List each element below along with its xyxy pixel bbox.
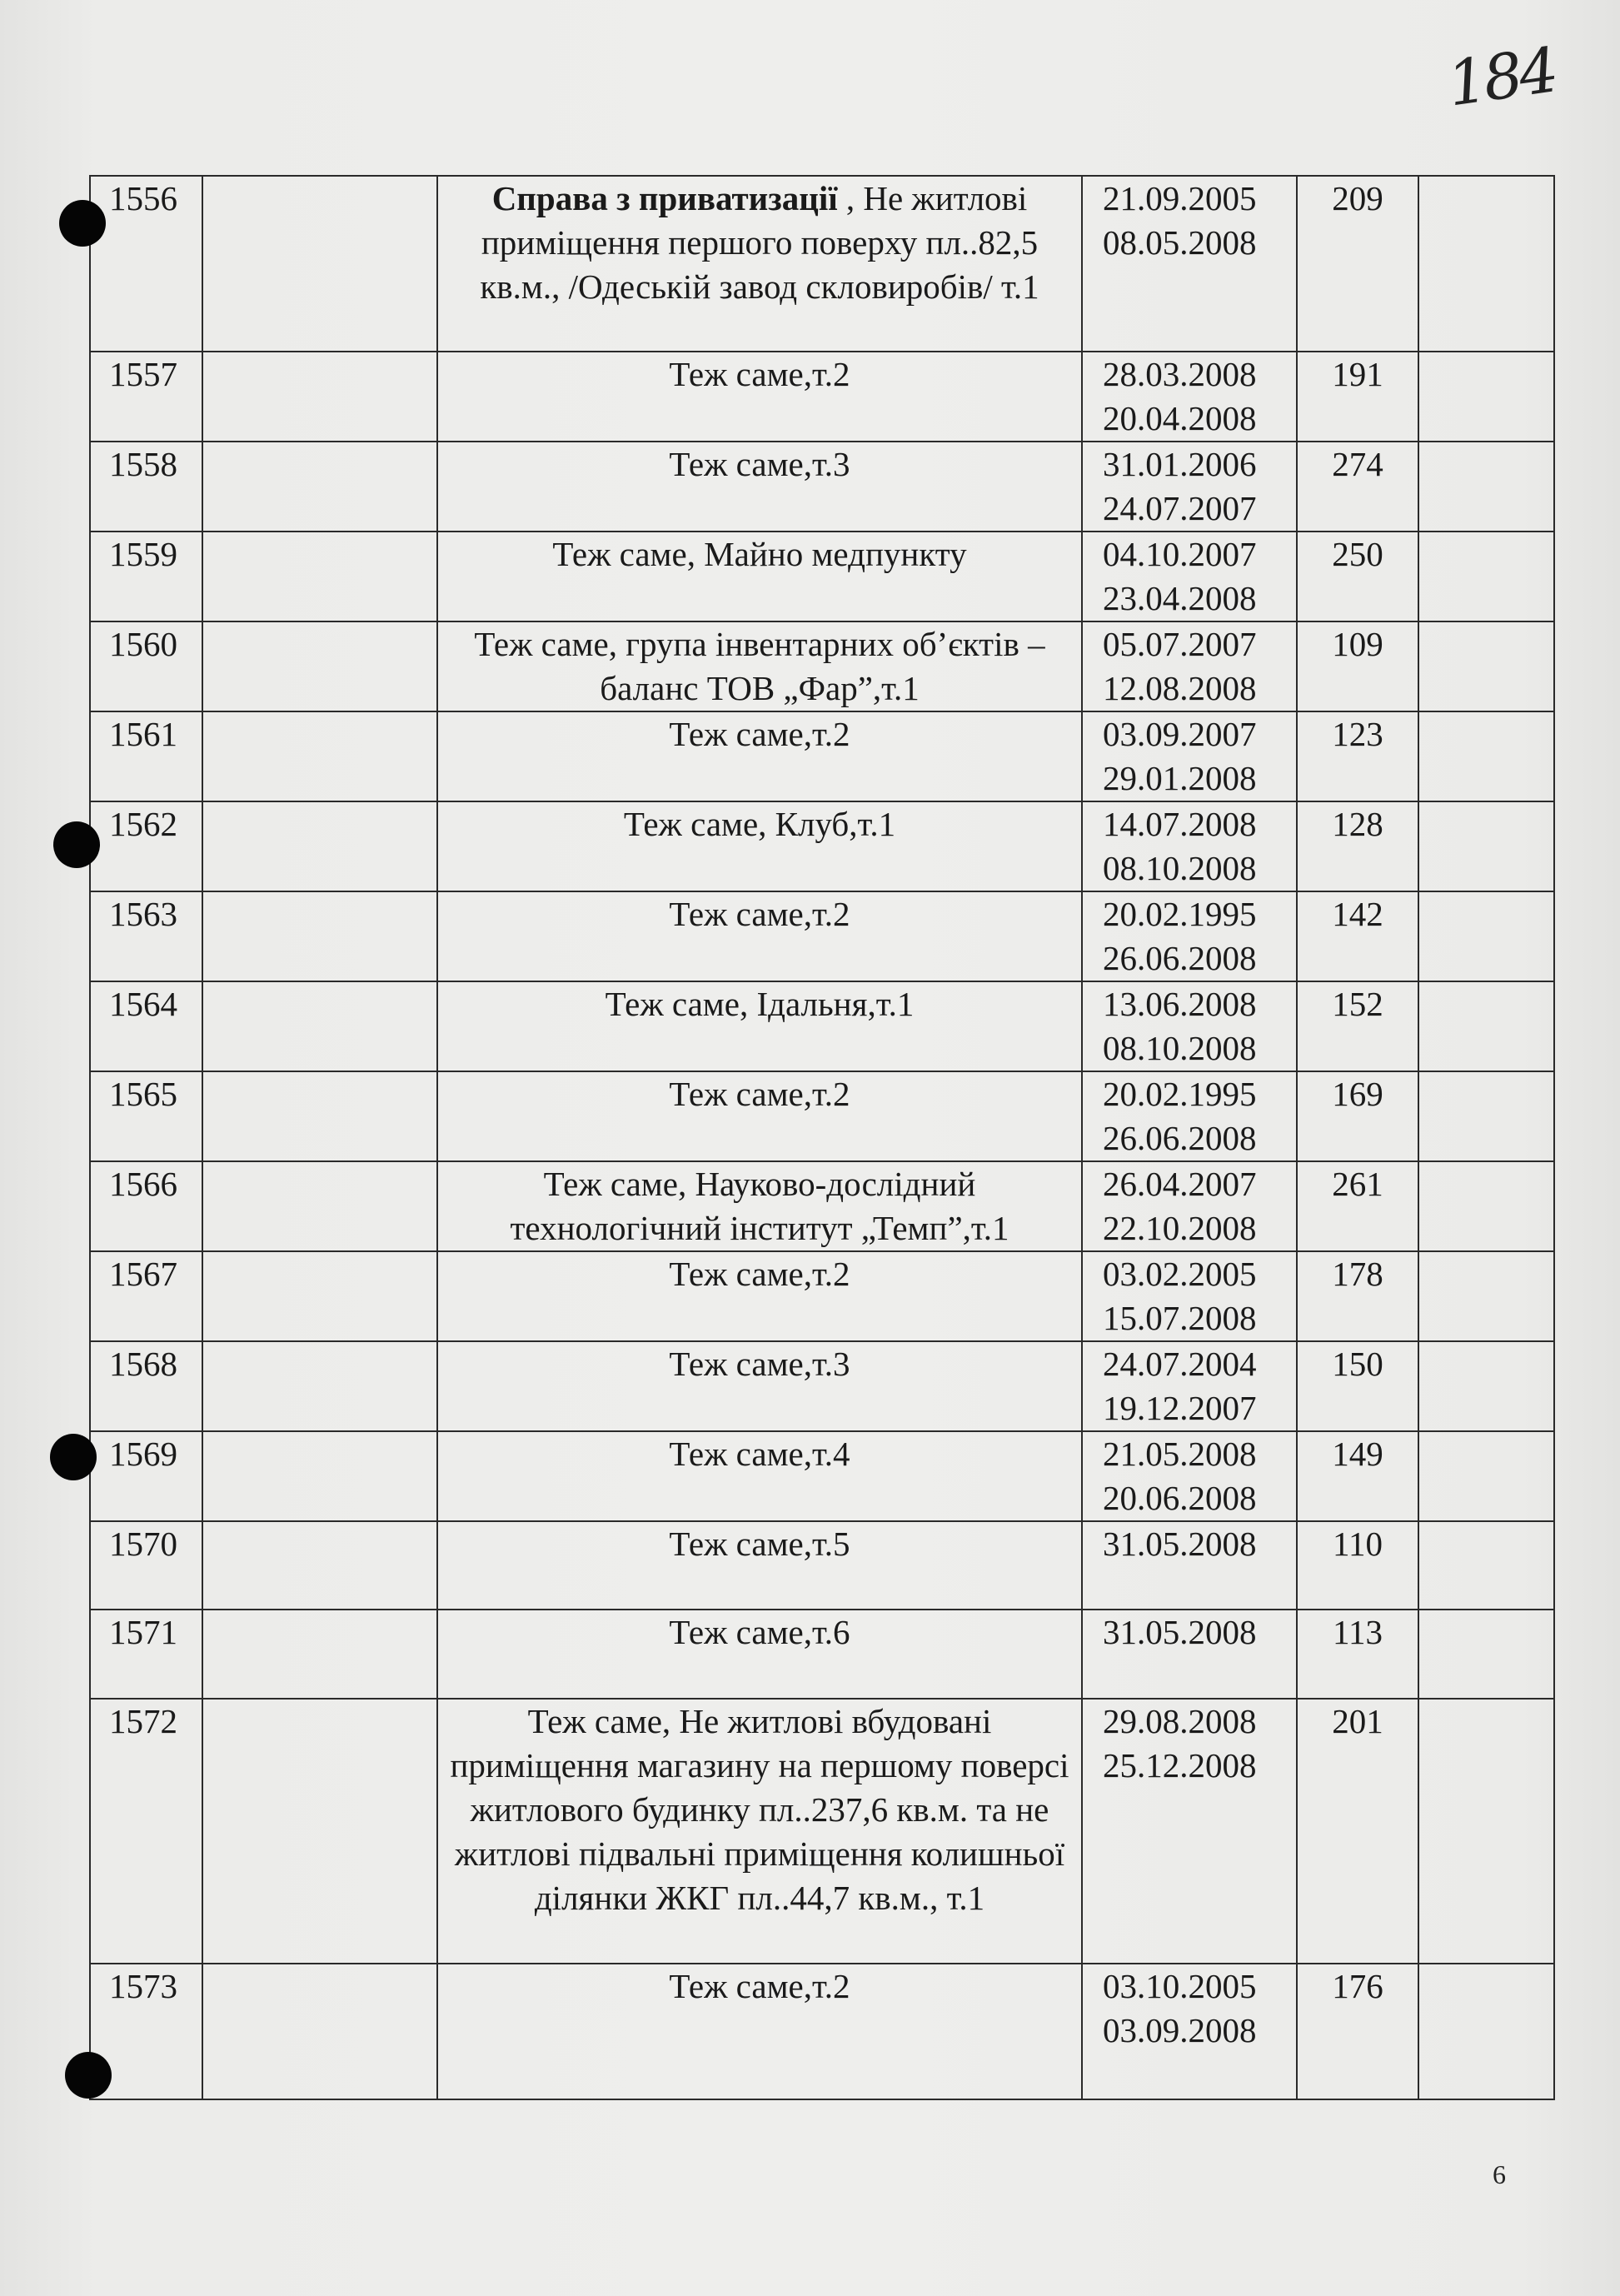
record-number: 1558 xyxy=(109,445,177,483)
date-end: 12.08.2008 xyxy=(1103,669,1257,707)
table-row xyxy=(90,711,1554,801)
record-title: Теж саме,т.2 xyxy=(669,895,850,933)
record-number: 1560 xyxy=(109,625,177,663)
notes-cell xyxy=(1418,442,1554,532)
date-range-cell xyxy=(1082,891,1297,981)
index-cell xyxy=(202,1071,437,1161)
date-start: 13.06.2008 xyxy=(1103,985,1257,1023)
table-row xyxy=(90,621,1554,711)
record-number-cell xyxy=(90,621,202,711)
record-number-cell xyxy=(90,1251,202,1341)
date-range-cell xyxy=(1082,442,1297,532)
record-title: Теж саме,т.6 xyxy=(669,1613,850,1651)
record-title: Теж саме,т.3 xyxy=(669,445,850,483)
page-count-cell xyxy=(1297,532,1418,621)
date-range-cell xyxy=(1082,176,1297,352)
page-count: 123 xyxy=(1332,715,1383,753)
notes-cell xyxy=(1418,176,1554,352)
date-start: 31.01.2006 xyxy=(1103,445,1257,483)
handwritten-page-number: 184 xyxy=(1443,34,1560,121)
record-title-cell xyxy=(437,532,1082,621)
page-count-cell xyxy=(1297,1161,1418,1251)
page-count: 128 xyxy=(1332,805,1383,843)
page-count: 274 xyxy=(1332,445,1383,483)
index-cell xyxy=(202,1341,437,1431)
date-range-cell xyxy=(1082,532,1297,621)
table-body xyxy=(90,176,1554,2099)
notes-cell xyxy=(1418,532,1554,621)
index-cell xyxy=(202,1251,437,1341)
record-title-cell xyxy=(437,352,1082,442)
record-number-cell xyxy=(90,981,202,1071)
date-end: 26.06.2008 xyxy=(1103,1119,1257,1157)
record-title-cell xyxy=(437,711,1082,801)
notes-cell xyxy=(1418,1521,1554,1610)
record-number-cell xyxy=(90,176,202,352)
page-count-cell xyxy=(1297,176,1418,352)
record-number: 1563 xyxy=(109,895,177,933)
index-cell xyxy=(202,176,437,352)
page-count-cell xyxy=(1297,1071,1418,1161)
date-range-cell xyxy=(1082,1699,1297,1964)
date-end: 20.04.2008 xyxy=(1103,399,1257,437)
table-row xyxy=(90,891,1554,981)
date-range-cell xyxy=(1082,1251,1297,1341)
record-title: Теж саме, Ідальня,т.1 xyxy=(605,985,915,1023)
table-row xyxy=(90,1161,1554,1251)
notes-cell xyxy=(1418,1431,1554,1521)
notes-cell xyxy=(1418,1161,1554,1251)
record-title: Теж саме,т.2 xyxy=(669,1967,850,2005)
notes-cell xyxy=(1418,981,1554,1071)
page-count-cell xyxy=(1297,711,1418,801)
record-title: Теж саме, Науково-дослідний технологічний інститут „Темп”,т.1 xyxy=(510,1165,1009,1247)
table-row xyxy=(90,1964,1554,2099)
date-start: 04.10.2007 xyxy=(1103,535,1257,573)
date-start: 21.09.2005 xyxy=(1103,179,1257,217)
record-number-cell xyxy=(90,1071,202,1161)
page-count: 261 xyxy=(1332,1165,1383,1203)
date-end: 23.04.2008 xyxy=(1103,579,1257,617)
page-count-cell xyxy=(1297,801,1418,891)
index-cell xyxy=(202,352,437,442)
punch-hole xyxy=(65,2052,112,2099)
page-count: 142 xyxy=(1332,895,1383,933)
page-number: 6 xyxy=(1493,2159,1506,2189)
date-start: 03.09.2007 xyxy=(1103,715,1257,753)
record-number-cell xyxy=(90,1521,202,1610)
table-row xyxy=(90,532,1554,621)
page-count-cell xyxy=(1297,1521,1418,1610)
record-title-cell xyxy=(437,1341,1082,1431)
index-cell xyxy=(202,711,437,801)
date-end: 19.12.2007 xyxy=(1103,1389,1257,1427)
record-title-cell xyxy=(437,1161,1082,1251)
record-title: , Не житлові приміщення першого поверху пл..82,5 кв.м., /Одеській завод скловиробів/ т.1 xyxy=(480,179,1039,306)
record-number-cell xyxy=(90,1431,202,1521)
record-title: Теж саме,т.3 xyxy=(669,1345,850,1383)
page-count: 149 xyxy=(1332,1435,1383,1473)
notes-cell xyxy=(1418,711,1554,801)
index-cell xyxy=(202,1964,437,2099)
page-count-cell xyxy=(1297,891,1418,981)
record-title-cell xyxy=(437,1071,1082,1161)
date-range-cell xyxy=(1082,801,1297,891)
date-range-cell xyxy=(1082,1341,1297,1431)
index-cell xyxy=(202,621,437,711)
notes-cell xyxy=(1418,1251,1554,1341)
punch-hole xyxy=(53,821,100,868)
notes-cell xyxy=(1418,1964,1554,2099)
record-title: Теж саме,т.2 xyxy=(669,1255,850,1293)
record-title: Теж саме,т.4 xyxy=(669,1435,850,1473)
date-start: 24.07.2004 xyxy=(1103,1345,1257,1383)
page-count-cell xyxy=(1297,1699,1418,1964)
date-range-cell xyxy=(1082,1161,1297,1251)
index-cell xyxy=(202,1161,437,1251)
date-start: 31.05.2008 xyxy=(1103,1525,1257,1563)
record-number: 1562 xyxy=(109,805,177,843)
table-row xyxy=(90,1071,1554,1161)
date-start: 03.10.2005 xyxy=(1103,1967,1257,2005)
record-title: Теж саме, група інвентарних об’єктів – баланс ТОВ „Фар”,т.1 xyxy=(474,625,1045,707)
record-title-cell xyxy=(437,1964,1082,2099)
page-count-cell xyxy=(1297,1431,1418,1521)
date-range-cell xyxy=(1082,1431,1297,1521)
page-count: 176 xyxy=(1332,1967,1383,2005)
date-start: 05.07.2007 xyxy=(1103,625,1257,663)
table-row xyxy=(90,1610,1554,1699)
date-end: 25.12.2008 xyxy=(1103,1746,1257,1784)
table-row xyxy=(90,801,1554,891)
page-count: 250 xyxy=(1332,535,1383,573)
record-title: Теж саме, Клуб,т.1 xyxy=(623,805,896,843)
record-title: Теж саме,т.2 xyxy=(669,355,850,393)
date-end: 22.10.2008 xyxy=(1103,1209,1257,1247)
record-title-cell xyxy=(437,442,1082,532)
index-cell xyxy=(202,1610,437,1699)
index-cell xyxy=(202,801,437,891)
index-cell xyxy=(202,532,437,621)
record-number: 1564 xyxy=(109,985,177,1023)
date-range-cell xyxy=(1082,1964,1297,2099)
record-number-cell xyxy=(90,532,202,621)
notes-cell xyxy=(1418,621,1554,711)
page-count: 113 xyxy=(1333,1613,1383,1651)
date-start: 14.07.2008 xyxy=(1103,805,1257,843)
table-row xyxy=(90,442,1554,532)
page-count: 178 xyxy=(1332,1255,1383,1293)
date-range-cell xyxy=(1082,621,1297,711)
date-start: 03.02.2005 xyxy=(1103,1255,1257,1293)
record-number: 1556 xyxy=(109,179,177,217)
date-end: 08.10.2008 xyxy=(1103,1029,1257,1067)
page-count-cell xyxy=(1297,352,1418,442)
record-title-cell xyxy=(437,1251,1082,1341)
record-title: Теж саме,т.2 xyxy=(669,715,850,753)
record-title-cell xyxy=(437,801,1082,891)
record-number: 1559 xyxy=(109,535,177,573)
index-cell xyxy=(202,981,437,1071)
page-count: 191 xyxy=(1332,355,1383,393)
date-end: 24.07.2007 xyxy=(1103,489,1257,527)
record-title-cell xyxy=(437,891,1082,981)
notes-cell xyxy=(1418,1071,1554,1161)
index-cell xyxy=(202,891,437,981)
page-count: 209 xyxy=(1332,179,1383,217)
record-title-bold: Справа з приватизації xyxy=(491,179,838,217)
date-range-cell xyxy=(1082,1521,1297,1610)
records-table xyxy=(89,175,1555,2100)
date-end: 29.01.2008 xyxy=(1103,759,1257,797)
record-number: 1565 xyxy=(109,1075,177,1113)
record-title: Теж саме, Майно медпункту xyxy=(552,535,967,573)
table-row xyxy=(90,1431,1554,1521)
date-range-cell xyxy=(1082,352,1297,442)
record-number-cell xyxy=(90,1699,202,1964)
date-start: 29.08.2008 xyxy=(1103,1702,1257,1740)
record-number: 1566 xyxy=(109,1165,177,1203)
index-cell xyxy=(202,1699,437,1964)
table-row xyxy=(90,1699,1554,1964)
date-range-cell xyxy=(1082,981,1297,1071)
record-number-cell xyxy=(90,352,202,442)
record-number: 1569 xyxy=(109,1435,177,1473)
record-number-cell xyxy=(90,1161,202,1251)
page-count-cell xyxy=(1297,1964,1418,2099)
record-title-cell xyxy=(437,1610,1082,1699)
punch-hole xyxy=(59,200,106,247)
record-number-cell xyxy=(90,801,202,891)
page-count-cell xyxy=(1297,442,1418,532)
record-title: Теж саме, Не житлові вбудовані приміщення магазину на першому поверсі житлового будинку пл..237,6 кв.м. та не житлові підвальні приміщення колишньої ділянки ЖКГ пл..44,7 кв.м., т.1 xyxy=(450,1702,1069,1917)
date-start: 20.02.1995 xyxy=(1103,895,1257,933)
page-count: 152 xyxy=(1332,985,1383,1023)
table-row xyxy=(90,981,1554,1071)
record-number: 1570 xyxy=(109,1525,177,1563)
page-count-cell xyxy=(1297,1251,1418,1341)
record-title-cell xyxy=(437,1521,1082,1610)
page-count: 110 xyxy=(1333,1525,1383,1563)
page-count-cell xyxy=(1297,1341,1418,1431)
page-count: 150 xyxy=(1332,1345,1383,1383)
table-row xyxy=(90,1251,1554,1341)
record-number: 1567 xyxy=(109,1255,177,1293)
table-row xyxy=(90,176,1554,352)
date-range-cell xyxy=(1082,1071,1297,1161)
record-number: 1561 xyxy=(109,715,177,753)
date-range-cell xyxy=(1082,711,1297,801)
date-start: 31.05.2008 xyxy=(1103,1613,1257,1651)
date-start: 21.05.2008 xyxy=(1103,1435,1257,1473)
date-end: 20.06.2008 xyxy=(1103,1479,1257,1517)
date-range-cell xyxy=(1082,1610,1297,1699)
record-number: 1573 xyxy=(109,1967,177,2005)
record-title-cell xyxy=(437,981,1082,1071)
record-number-cell xyxy=(90,1610,202,1699)
notes-cell xyxy=(1418,1610,1554,1699)
page-count-cell xyxy=(1297,621,1418,711)
table-row xyxy=(90,1341,1554,1431)
record-number-cell xyxy=(90,442,202,532)
date-end: 03.09.2008 xyxy=(1103,2011,1257,2049)
page-count-cell xyxy=(1297,981,1418,1071)
index-cell xyxy=(202,442,437,532)
notes-cell xyxy=(1418,1341,1554,1431)
record-number: 1568 xyxy=(109,1345,177,1383)
record-title-cell xyxy=(437,176,1082,352)
notes-cell xyxy=(1418,801,1554,891)
record-number: 1572 xyxy=(109,1702,177,1740)
page-count: 109 xyxy=(1332,625,1383,663)
record-title-cell xyxy=(437,621,1082,711)
date-end: 15.07.2008 xyxy=(1103,1299,1257,1337)
record-number: 1557 xyxy=(109,355,177,393)
record-number-cell xyxy=(90,891,202,981)
date-end: 26.06.2008 xyxy=(1103,939,1257,977)
page-count: 201 xyxy=(1332,1702,1383,1740)
record-number-cell xyxy=(90,1341,202,1431)
record-title: Теж саме,т.2 xyxy=(669,1075,850,1113)
record-title: Теж саме,т.5 xyxy=(669,1525,850,1563)
date-end: 08.05.2008 xyxy=(1103,223,1257,262)
notes-cell xyxy=(1418,891,1554,981)
page-count: 169 xyxy=(1332,1075,1383,1113)
index-cell xyxy=(202,1521,437,1610)
page-count-cell xyxy=(1297,1610,1418,1699)
notes-cell xyxy=(1418,352,1554,442)
record-number: 1571 xyxy=(109,1613,177,1651)
index-cell xyxy=(202,1431,437,1521)
record-number-cell xyxy=(90,711,202,801)
date-start: 26.04.2007 xyxy=(1103,1165,1257,1203)
record-title-cell xyxy=(437,1431,1082,1521)
table-row xyxy=(90,1521,1554,1610)
punch-hole xyxy=(50,1434,97,1480)
notes-cell xyxy=(1418,1699,1554,1964)
date-end: 08.10.2008 xyxy=(1103,849,1257,887)
record-title-cell xyxy=(437,1699,1082,1964)
date-start: 20.02.1995 xyxy=(1103,1075,1257,1113)
date-start: 28.03.2008 xyxy=(1103,355,1257,393)
table-row xyxy=(90,352,1554,442)
